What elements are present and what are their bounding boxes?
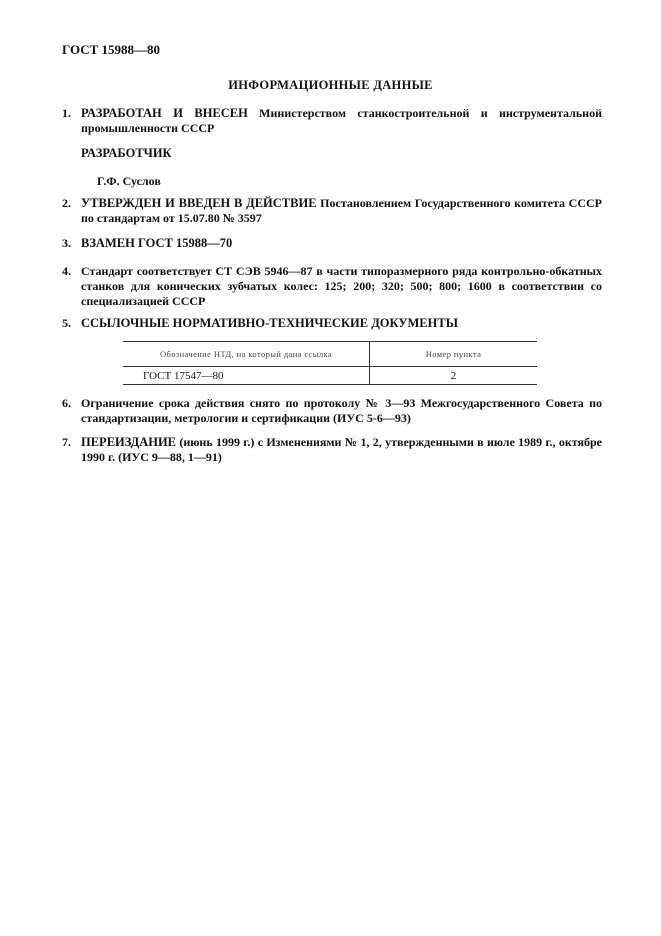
section-title: ИНФОРМАЦИОННЫЕ ДАННЫЕ [228,78,433,92]
info-item-1 [62,106,602,136]
item-text: Ограничение срока действия снято по протоколу № 3—93 Межгосударственного Совета по стандартизации, метрологии и сертификации (ИУС 5-6—93) [81,396,602,425]
info-item-5 [62,316,602,331]
item-number: 7. [62,435,71,449]
info-item-6 [62,396,602,426]
item-number: 5. [62,316,71,330]
item-text: (июнь 1999 г.) с Изменениями № 1, 2, утвержденными в июле 1989 г., октябре 1990 г. (ИУС 9—88, 1—91) [81,435,602,464]
table-header-clause: Номер пункта [370,342,538,367]
reference-documents-table [123,341,537,385]
table-row [123,367,537,385]
item-number: 6. [62,396,71,410]
table-cell-ntd: ГОСТ 17547—80 [123,367,370,385]
info-item-2 [62,196,602,226]
developer-label: РАЗРАБОТЧИК [81,146,172,160]
document-number-header: ГОСТ 15988—80 [62,42,161,57]
item-lead: УТВЕРЖДЕН И ВВЕДЕН В ДЕЙСТВИЕ [81,196,317,210]
item-lead: ВЗАМЕН ГОСТ 15988—70 [81,236,233,250]
item-number: 2. [62,196,71,210]
item-number: 1. [62,106,71,120]
item-number: 3. [62,236,71,250]
table-cell-clause: 2 [370,367,538,385]
table-header-ntd: Обозначение НТД, на который дана ссылка [123,342,370,367]
info-item-3 [62,236,602,251]
item-lead: РАЗРАБОТАН И ВНЕСЕН [81,106,248,120]
item-number: 4. [62,264,71,278]
item-text: Постановлением Государственного комитета СССР по стандартам от 15.07.80 № 3597 [81,196,602,225]
item-text: Стандарт соответствует СТ СЭВ 5946—87 в части типоразмерного ряда контрольно-обкатных станков для конических зубчатых колес: 125; 200; 320; 500; 800; 1600 в соответствии со специализацией СССР [81,264,602,308]
item-lead: ПЕРЕИЗДАНИЕ [81,435,177,449]
item-text: Министерством станкостроительной и инструментальной промышленности СССР [81,106,602,135]
info-item-7 [62,435,602,465]
info-item-4 [62,264,602,309]
developer-name: Г.Ф. Суслов [97,174,161,188]
item-lead: ССЫЛОЧНЫЕ НОРМАТИВНО-ТЕХНИЧЕСКИЕ ДОКУМЕНТЫ [81,316,458,330]
